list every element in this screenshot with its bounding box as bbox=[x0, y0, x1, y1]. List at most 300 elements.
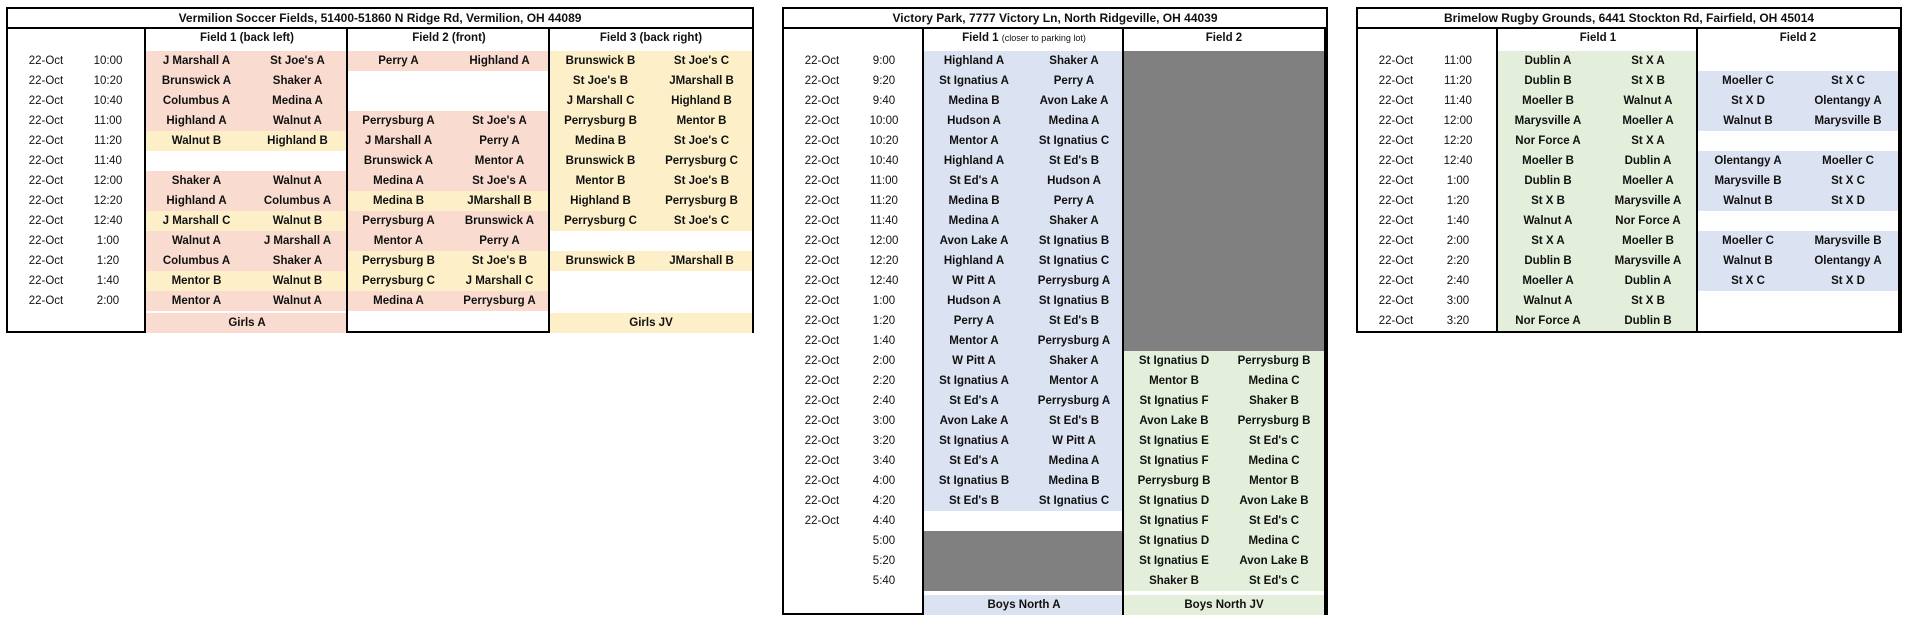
match-date: 22-Oct bbox=[804, 115, 840, 127]
match-time: 12:00 bbox=[1443, 115, 1473, 127]
home-team: Mentor A bbox=[373, 235, 424, 247]
match-time: 11:00 bbox=[870, 175, 898, 187]
match-date: 22-Oct bbox=[804, 435, 840, 447]
away-team: Walnut A bbox=[273, 295, 322, 307]
venue-title: Brimelow Rugby Grounds, 6441 Stockton Rd, Fairfield, OH 45014 bbox=[1358, 9, 1900, 29]
table-row bbox=[8, 171, 752, 191]
home-team: Highland A bbox=[943, 255, 1005, 267]
home-team: Mentor B bbox=[1149, 375, 1199, 387]
home-team: Hudson A bbox=[947, 295, 1001, 307]
away-team: J Marshall A bbox=[263, 235, 332, 247]
table-row bbox=[1358, 111, 1900, 131]
home-team: Perry A bbox=[378, 55, 419, 67]
table-row bbox=[784, 471, 1326, 491]
home-team: Moeller A bbox=[1522, 275, 1574, 287]
venue-victory-park bbox=[782, 7, 1328, 615]
field-header bbox=[1498, 29, 1698, 47]
field-name: Field 1 bbox=[1579, 32, 1617, 44]
match-time: 3:20 bbox=[872, 435, 896, 447]
away-team: Walnut A bbox=[273, 115, 322, 127]
home-team: St Ignatius E bbox=[1139, 435, 1209, 447]
schedule-grid bbox=[784, 29, 1326, 615]
home-team: Mentor A bbox=[171, 295, 222, 307]
away-team: JMarshall B bbox=[669, 75, 734, 87]
home-team: St Joe's B bbox=[572, 75, 629, 87]
match-date: 22-Oct bbox=[804, 275, 840, 287]
field-name: Field 2 bbox=[1205, 32, 1243, 44]
match-time: 1:40 bbox=[872, 335, 896, 347]
away-team: JMarshall B bbox=[669, 255, 734, 267]
away-team: Mentor B bbox=[1249, 475, 1299, 487]
match-date: 22-Oct bbox=[28, 155, 64, 167]
away-team: St Ed's B bbox=[1048, 155, 1100, 167]
match-time: 2:00 bbox=[1446, 235, 1470, 247]
match-date: 22-Oct bbox=[1378, 175, 1414, 187]
table-row bbox=[8, 111, 752, 131]
home-team: Medina A bbox=[373, 295, 424, 307]
match-time: 1:20 bbox=[96, 255, 120, 267]
away-team: St Joe's C bbox=[673, 55, 730, 67]
match-date: 22-Oct bbox=[1378, 115, 1414, 127]
match-time: 10:20 bbox=[93, 75, 123, 87]
away-team: Highland B bbox=[267, 135, 328, 147]
away-team: St X D bbox=[1831, 275, 1865, 287]
home-team: Highland A bbox=[943, 155, 1005, 167]
match-time: 11:40 bbox=[94, 155, 122, 167]
table-row bbox=[784, 491, 1326, 511]
home-team: Mentor B bbox=[575, 175, 626, 187]
home-team: St X D bbox=[1731, 95, 1765, 107]
match-date: 22-Oct bbox=[804, 475, 840, 487]
match-time: 2:40 bbox=[1446, 275, 1470, 287]
table-row bbox=[1358, 291, 1900, 311]
away-team: Perrysburg B bbox=[665, 195, 738, 207]
match-date: 22-Oct bbox=[804, 215, 840, 227]
division-label: Girls JV bbox=[550, 313, 752, 333]
away-team: St X A bbox=[1631, 55, 1665, 67]
match-date: 22-Oct bbox=[804, 335, 840, 347]
away-team: Perry A bbox=[479, 235, 520, 247]
home-team: Shaker B bbox=[1149, 575, 1199, 587]
home-team: Brunswick B bbox=[565, 255, 636, 267]
away-team: St Ignatius B bbox=[1038, 235, 1110, 247]
home-team: Perrysburg C bbox=[362, 275, 435, 287]
away-team: St X B bbox=[1631, 295, 1665, 307]
venue-brimelow bbox=[1356, 7, 1902, 333]
match-date: 22-Oct bbox=[804, 95, 840, 107]
away-team: St Joe's A bbox=[472, 115, 527, 127]
away-team: Brunswick A bbox=[464, 215, 535, 227]
away-team: Medina C bbox=[1248, 455, 1300, 467]
match-date: 22-Oct bbox=[1378, 295, 1414, 307]
match-time: 4:40 bbox=[872, 515, 896, 527]
match-date: 22-Oct bbox=[804, 195, 840, 207]
match-date: 22-Oct bbox=[804, 315, 840, 327]
table-row bbox=[8, 51, 752, 71]
table-row bbox=[1358, 231, 1900, 251]
away-team: Perrysburg A bbox=[1037, 395, 1111, 407]
match-time: 1:20 bbox=[1446, 195, 1470, 207]
match-time: 11:20 bbox=[870, 195, 898, 207]
away-team: St Ignatius C bbox=[1038, 135, 1110, 147]
column-divider bbox=[144, 29, 146, 333]
away-team: St Joe's C bbox=[673, 135, 730, 147]
table-row bbox=[1358, 91, 1900, 111]
home-team: J Marshall A bbox=[162, 55, 231, 67]
match-time: 1:00 bbox=[96, 235, 120, 247]
away-team: Walnut A bbox=[273, 175, 322, 187]
match-time: 11:00 bbox=[94, 115, 122, 127]
away-team: Perrysburg A bbox=[1037, 335, 1111, 347]
home-team: Perrysburg B bbox=[564, 115, 637, 127]
away-team: Perry A bbox=[1053, 75, 1095, 87]
away-team: Perry A bbox=[1053, 195, 1095, 207]
match-time: 5:40 bbox=[872, 575, 896, 587]
home-team: Perrysburg A bbox=[362, 215, 435, 227]
match-date: 22-Oct bbox=[804, 455, 840, 467]
field-name: Field 2 (front) bbox=[412, 32, 486, 44]
home-team: Walnut A bbox=[1523, 215, 1573, 227]
table-row bbox=[8, 191, 752, 211]
column-divider bbox=[346, 29, 348, 333]
match-date: 22-Oct bbox=[28, 295, 64, 307]
match-time: 12:20 bbox=[93, 195, 123, 207]
home-team: Mentor A bbox=[949, 135, 999, 147]
away-team: Hudson A bbox=[1047, 175, 1101, 187]
away-team: Medina B bbox=[1048, 475, 1100, 487]
away-team: St Ed's B bbox=[1048, 315, 1100, 327]
match-date: 22-Oct bbox=[804, 135, 840, 147]
away-team: St X C bbox=[1831, 175, 1865, 187]
away-team: St Ignatius C bbox=[1038, 495, 1110, 507]
table-row bbox=[8, 151, 752, 171]
home-team: St Ignatius F bbox=[1139, 515, 1209, 527]
column-divider bbox=[1898, 29, 1900, 333]
match-date: 22-Oct bbox=[1378, 255, 1414, 267]
away-team: Avon Lake A bbox=[1039, 95, 1109, 107]
venue-title: Vermilion Soccer Fields, 51400-51860 N Ridge Rd, Vermilion, OH 44089 bbox=[8, 9, 752, 29]
away-team: St Joe's A bbox=[270, 55, 325, 67]
home-team: St Ignatius D bbox=[1138, 355, 1210, 367]
away-team: Marysville B bbox=[1814, 235, 1882, 247]
match-time: 4:00 bbox=[872, 475, 896, 487]
home-team: Olentangy A bbox=[1714, 155, 1782, 167]
away-team: Avon Lake B bbox=[1239, 555, 1309, 567]
match-date: 22-Oct bbox=[804, 495, 840, 507]
division-label: Boys North JV bbox=[1124, 595, 1324, 615]
home-team: Nor Force A bbox=[1515, 315, 1581, 327]
away-team: Walnut B bbox=[272, 215, 323, 227]
home-team: J Marshall C bbox=[566, 95, 635, 107]
home-team: Medina B bbox=[574, 135, 627, 147]
table-row bbox=[1358, 251, 1900, 271]
match-time: 11:40 bbox=[870, 215, 898, 227]
match-time: 12:40 bbox=[1443, 155, 1473, 167]
match-time: 12:40 bbox=[93, 215, 123, 227]
table-row bbox=[1358, 271, 1900, 291]
match-date bbox=[792, 531, 852, 551]
table-row bbox=[8, 271, 752, 291]
match-date: 22-Oct bbox=[28, 95, 64, 107]
home-team: Brunswick A bbox=[161, 75, 232, 87]
table-row bbox=[8, 71, 752, 91]
away-team: St X D bbox=[1831, 195, 1865, 207]
away-team: St Ed's C bbox=[1248, 435, 1300, 447]
home-team: Moeller B bbox=[1522, 155, 1574, 167]
home-team: Perry A bbox=[953, 315, 995, 327]
away-team: Medina A bbox=[272, 95, 323, 107]
away-team: Medina C bbox=[1248, 535, 1300, 547]
table-row bbox=[1358, 151, 1900, 171]
match-time: 2:40 bbox=[872, 395, 896, 407]
home-team: Mentor A bbox=[949, 335, 999, 347]
table-row bbox=[784, 391, 1326, 411]
table-row bbox=[8, 211, 752, 231]
home-team: Hudson A bbox=[947, 115, 1001, 127]
unavailable-block bbox=[1124, 51, 1324, 351]
home-team: Dublin A bbox=[1524, 55, 1572, 67]
column-divider bbox=[1324, 29, 1326, 615]
away-team: St X A bbox=[1631, 135, 1665, 147]
away-team: Marysville A bbox=[1614, 195, 1682, 207]
match-time: 9:40 bbox=[872, 95, 896, 107]
home-team: St Ignatius D bbox=[1138, 535, 1210, 547]
match-date: 22-Oct bbox=[28, 255, 64, 267]
match-time: 11:20 bbox=[1444, 75, 1472, 87]
home-team: Perrysburg C bbox=[564, 215, 637, 227]
match-date: 22-Oct bbox=[28, 215, 64, 227]
home-team: Dublin B bbox=[1524, 255, 1572, 267]
match-time: 10:40 bbox=[869, 155, 899, 167]
away-team: Shaker B bbox=[1249, 395, 1299, 407]
field-header bbox=[924, 29, 1124, 47]
match-time: 10:00 bbox=[93, 55, 123, 67]
table-row bbox=[8, 251, 752, 271]
away-team: Olentangy A bbox=[1814, 95, 1882, 107]
away-team: Medina A bbox=[1048, 455, 1100, 467]
column-divider bbox=[922, 29, 924, 615]
match-date: 22-Oct bbox=[28, 175, 64, 187]
home-team: St X A bbox=[1531, 235, 1565, 247]
home-team: W Pitt A bbox=[952, 355, 996, 367]
home-team: Walnut B bbox=[1723, 195, 1773, 207]
away-team: Mentor A bbox=[1049, 375, 1099, 387]
home-team: St Ignatius A bbox=[939, 435, 1009, 447]
away-team: Nor Force A bbox=[1615, 215, 1681, 227]
home-team: Nor Force A bbox=[1515, 135, 1581, 147]
venue-title: Victory Park, 7777 Victory Ln, North Ridgeville, OH 44039 bbox=[784, 9, 1326, 29]
away-team: J Marshall C bbox=[465, 275, 534, 287]
home-team: Moeller C bbox=[1722, 75, 1774, 87]
home-team: Walnut B bbox=[171, 135, 222, 147]
away-team: Avon Lake B bbox=[1239, 495, 1309, 507]
home-team: Highland A bbox=[166, 195, 227, 207]
match-date: 22-Oct bbox=[1378, 95, 1414, 107]
away-team: Perrysburg A bbox=[463, 295, 536, 307]
field-header bbox=[146, 29, 348, 47]
match-date: 22-Oct bbox=[804, 55, 840, 67]
table-row bbox=[8, 291, 752, 311]
home-team: Columbus A bbox=[162, 95, 231, 107]
match-time: 11:00 bbox=[1444, 55, 1472, 67]
home-team: Brunswick B bbox=[565, 55, 636, 67]
match-date: 22-Oct bbox=[28, 235, 64, 247]
away-team: St Joe's A bbox=[472, 175, 527, 187]
match-date: 22-Oct bbox=[804, 415, 840, 427]
match-date: 22-Oct bbox=[1378, 75, 1414, 87]
table-row bbox=[784, 411, 1326, 431]
away-team: Moeller C bbox=[1822, 155, 1874, 167]
home-team: Walnut A bbox=[1523, 295, 1573, 307]
home-team: Avon Lake B bbox=[1139, 415, 1209, 427]
home-team: Avon Lake A bbox=[939, 235, 1009, 247]
match-date: 22-Oct bbox=[1378, 275, 1414, 287]
match-date bbox=[792, 551, 852, 571]
away-team: Columbus A bbox=[263, 195, 332, 207]
match-date: 22-Oct bbox=[1378, 135, 1414, 147]
away-team: St X C bbox=[1831, 75, 1865, 87]
match-date: 22-Oct bbox=[804, 175, 840, 187]
table-row bbox=[784, 351, 1326, 371]
match-date: 22-Oct bbox=[28, 135, 64, 147]
home-team: Perrysburg A bbox=[362, 115, 435, 127]
home-team: W Pitt A bbox=[952, 275, 996, 287]
column-divider bbox=[1696, 29, 1698, 333]
away-team: Olentangy A bbox=[1814, 255, 1882, 267]
away-team: St Ed's B bbox=[1048, 415, 1100, 427]
match-time: 2:00 bbox=[872, 355, 896, 367]
home-team: St Ignatius E bbox=[1139, 555, 1209, 567]
match-date: 22-Oct bbox=[28, 115, 64, 127]
match-date: 22-Oct bbox=[804, 255, 840, 267]
home-team: Brunswick A bbox=[363, 155, 434, 167]
match-time: 12:00 bbox=[869, 235, 899, 247]
away-team: Shaker A bbox=[272, 75, 323, 87]
table-row bbox=[8, 131, 752, 151]
match-date: 22-Oct bbox=[804, 75, 840, 87]
column-divider bbox=[1496, 29, 1498, 333]
home-team: St Ignatius A bbox=[939, 75, 1009, 87]
home-team: Dublin B bbox=[1524, 175, 1572, 187]
match-date: 22-Oct bbox=[1378, 195, 1414, 207]
match-date: 22-Oct bbox=[804, 515, 840, 527]
away-team: Mentor B bbox=[676, 115, 727, 127]
match-time: 12:00 bbox=[93, 175, 123, 187]
match-time: 1:40 bbox=[1446, 215, 1470, 227]
table-row bbox=[1358, 171, 1900, 191]
match-time: 3:40 bbox=[872, 455, 896, 467]
home-team: Medina A bbox=[948, 215, 1000, 227]
away-team: Perrysburg C bbox=[665, 155, 738, 167]
match-time: 10:20 bbox=[869, 135, 899, 147]
home-team: Moeller C bbox=[1722, 235, 1774, 247]
away-team: Medina C bbox=[1248, 375, 1300, 387]
home-team: Avon Lake A bbox=[939, 415, 1009, 427]
field-name: Field 1 bbox=[962, 32, 999, 44]
home-team: Medina B bbox=[948, 195, 1000, 207]
match-time: 1:20 bbox=[872, 315, 896, 327]
field-name: Field 3 (back right) bbox=[599, 32, 703, 44]
match-time: 4:20 bbox=[872, 495, 896, 507]
field-header bbox=[1124, 29, 1324, 47]
division-label: Boys North A bbox=[924, 595, 1124, 615]
field-header bbox=[348, 29, 550, 47]
away-team: St Joe's B bbox=[673, 175, 730, 187]
home-team: St Ed's A bbox=[949, 395, 999, 407]
match-date: 22-Oct bbox=[804, 395, 840, 407]
away-team: W Pitt A bbox=[1052, 435, 1096, 447]
match-date: 22-Oct bbox=[28, 195, 64, 207]
table-row bbox=[784, 431, 1326, 451]
home-team: St X C bbox=[1731, 275, 1765, 287]
home-team: Shaker A bbox=[171, 175, 222, 187]
away-team: Shaker A bbox=[1049, 55, 1099, 67]
away-team: Highland A bbox=[469, 55, 530, 67]
table-row bbox=[1358, 71, 1900, 91]
home-team: St Ed's A bbox=[949, 175, 999, 187]
away-team: Dublin A bbox=[1624, 275, 1672, 287]
away-team: Walnut A bbox=[1623, 95, 1673, 107]
away-team: St X B bbox=[1631, 75, 1665, 87]
away-team: Shaker A bbox=[1049, 215, 1099, 227]
home-team: St X B bbox=[1531, 195, 1565, 207]
away-team: Shaker A bbox=[272, 255, 323, 267]
home-team: J Marshall C bbox=[162, 215, 231, 227]
away-team: Perrysburg B bbox=[1237, 415, 1311, 427]
home-team: St Ignatius F bbox=[1139, 395, 1209, 407]
field-header bbox=[550, 29, 752, 47]
match-time: 1:00 bbox=[872, 295, 896, 307]
away-team: Moeller B bbox=[1622, 235, 1674, 247]
away-team: Highland B bbox=[671, 95, 732, 107]
away-team: JMarshall B bbox=[467, 195, 532, 207]
field-note: (closer to parking lot) bbox=[1001, 33, 1086, 43]
table-row bbox=[784, 371, 1326, 391]
away-team: Marysville B bbox=[1814, 115, 1882, 127]
field-name: Field 2 bbox=[1779, 32, 1817, 44]
home-team: Medina A bbox=[373, 175, 424, 187]
away-team: Dublin B bbox=[1624, 315, 1672, 327]
match-time: 10:40 bbox=[93, 95, 123, 107]
match-date: 22-Oct bbox=[804, 235, 840, 247]
away-team: St Ed's C bbox=[1248, 515, 1300, 527]
match-date: 22-Oct bbox=[1378, 215, 1414, 227]
home-team: Marysville B bbox=[1714, 175, 1782, 187]
home-team: Mentor B bbox=[171, 275, 222, 287]
match-date: 22-Oct bbox=[1378, 155, 1414, 167]
match-time: 12:20 bbox=[1443, 135, 1473, 147]
table-row bbox=[1358, 211, 1900, 231]
match-date: 22-Oct bbox=[28, 55, 64, 67]
home-team: Medina B bbox=[948, 95, 1000, 107]
away-team: St Ed's C bbox=[1248, 575, 1300, 587]
away-team: Mentor A bbox=[474, 155, 525, 167]
home-team: Dublin B bbox=[1524, 75, 1572, 87]
schedule-grid bbox=[8, 29, 752, 333]
away-team: Dublin A bbox=[1624, 155, 1672, 167]
match-date: 22-Oct bbox=[1378, 235, 1414, 247]
away-team: Walnut B bbox=[272, 275, 323, 287]
match-time: 1:40 bbox=[96, 275, 120, 287]
match-time: 1:00 bbox=[1446, 175, 1470, 187]
home-team: Perrysburg B bbox=[1137, 475, 1211, 487]
match-time: 3:00 bbox=[872, 415, 896, 427]
away-team: Marysville A bbox=[1614, 255, 1682, 267]
away-team: Perrysburg B bbox=[1237, 355, 1311, 367]
field-header bbox=[1698, 29, 1898, 47]
match-date: 22-Oct bbox=[804, 295, 840, 307]
home-team: St Ignatius F bbox=[1139, 455, 1209, 467]
